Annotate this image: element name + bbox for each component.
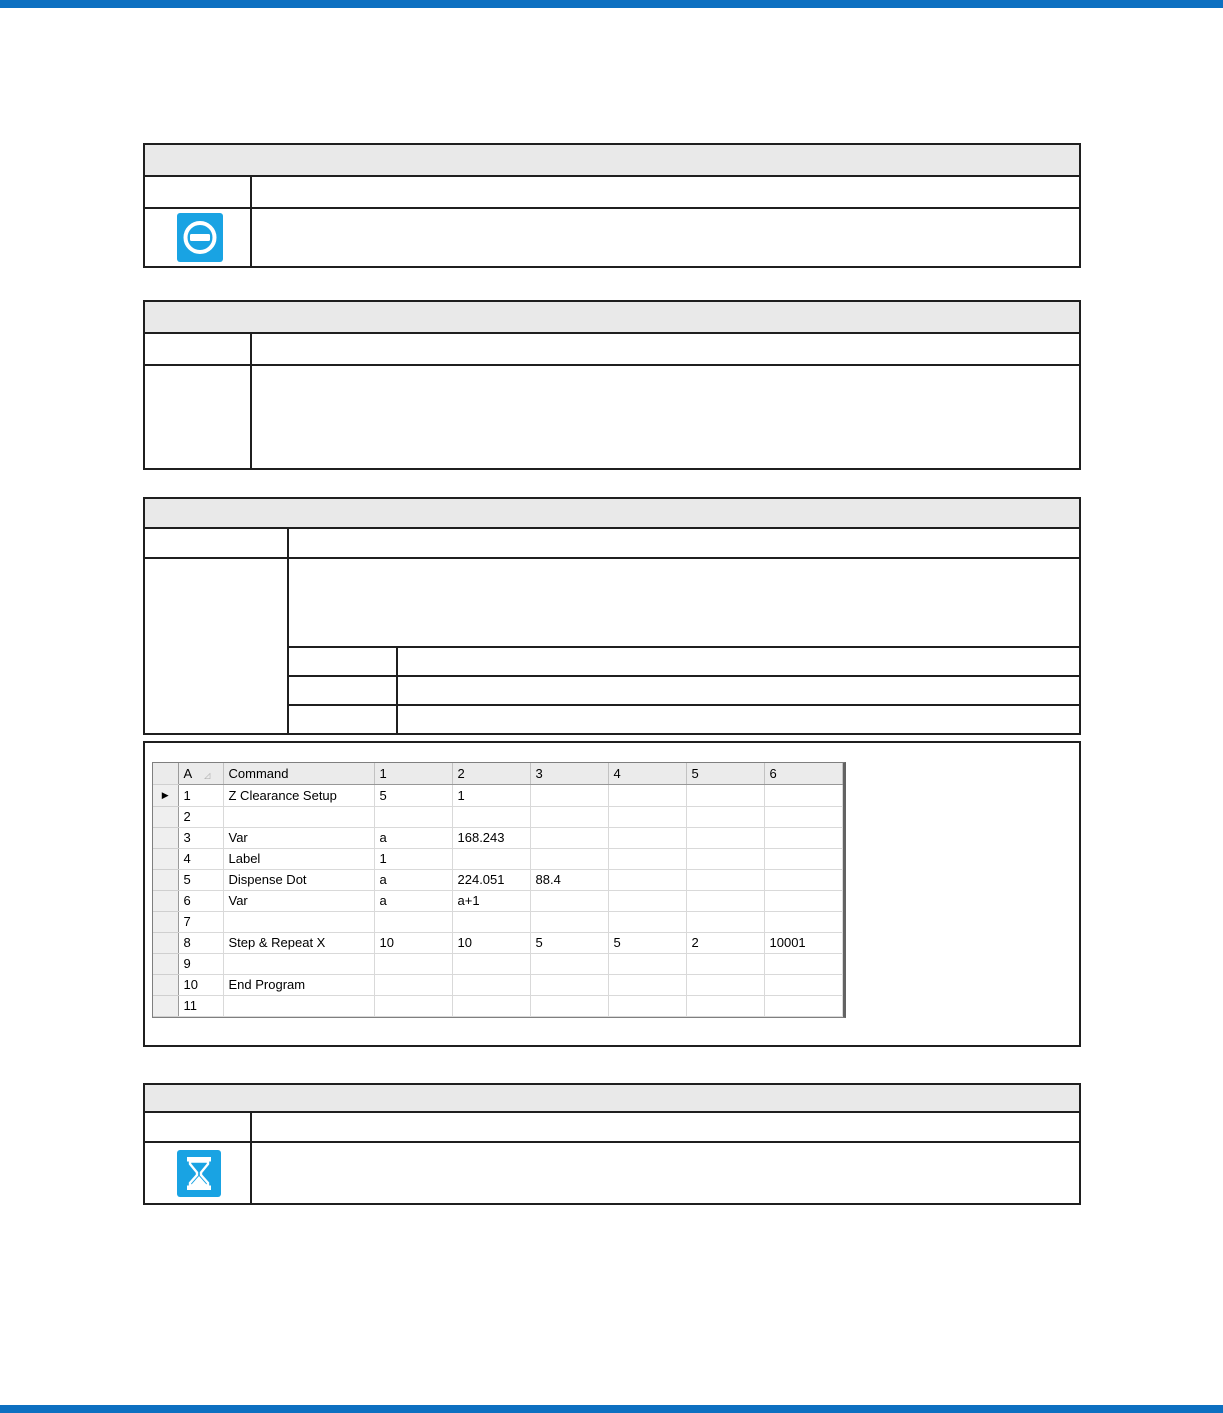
table4-header-band (145, 1085, 1079, 1113)
spreadsheet-cell: 1 (452, 784, 530, 806)
spreadsheet-cell (374, 806, 452, 827)
spreadsheet-cell: 168.243 (452, 827, 530, 848)
spreadsheet-header-row (153, 763, 842, 784)
row-number-cell: 11 (178, 995, 223, 1016)
row-selector-cell (153, 953, 178, 974)
table-cell (145, 1143, 252, 1203)
spreadsheet-cell: 5 (374, 784, 452, 806)
spreadsheet-column-header: 4 (608, 763, 686, 784)
spreadsheet-cell (764, 911, 842, 932)
spreadsheet-cell (686, 953, 764, 974)
spreadsheet-cell (530, 784, 608, 806)
row-selector-cell (153, 890, 178, 911)
spreadsheet-cell: Dispense Dot (223, 869, 374, 890)
table-row (145, 529, 1079, 559)
row-number-cell: 7 (178, 911, 223, 932)
spreadsheet-cell: Var (223, 827, 374, 848)
spreadsheet-cell (530, 995, 608, 1016)
info-table-4 (143, 1083, 1081, 1205)
row-selector-cell (153, 827, 178, 848)
spreadsheet-cell (530, 827, 608, 848)
table-sub-row (289, 704, 1079, 733)
spreadsheet-cell (374, 995, 452, 1016)
table-cell (398, 648, 1079, 675)
table-cell (252, 334, 1079, 364)
spreadsheet-cell (608, 974, 686, 995)
spreadsheet-cell: 1 (374, 848, 452, 869)
row-number-cell: 9 (178, 953, 223, 974)
spreadsheet-cell (608, 806, 686, 827)
row-number-cell: 6 (178, 890, 223, 911)
spreadsheet-cell (686, 890, 764, 911)
spreadsheet-row (153, 848, 842, 869)
info-table-3 (143, 497, 1081, 735)
table-cell (145, 334, 252, 364)
spreadsheet-cell (452, 848, 530, 869)
spreadsheet-cell (686, 806, 764, 827)
spreadsheet-cell (686, 911, 764, 932)
spreadsheet-column-header: A ◿ (178, 763, 223, 784)
spreadsheet-cell (223, 995, 374, 1016)
row-number-cell: 2 (178, 806, 223, 827)
row-selector-cell (153, 806, 178, 827)
table-sub-row (289, 646, 1079, 675)
spreadsheet-cell: Z Clearance Setup (223, 784, 374, 806)
table-cell (398, 677, 1079, 704)
table-cell (145, 559, 289, 733)
spreadsheet-cell: 88.4 (530, 869, 608, 890)
spreadsheet-cell (374, 953, 452, 974)
table3-header-band (145, 499, 1079, 529)
spreadsheet-cell: End Program (223, 974, 374, 995)
spreadsheet-cell (764, 890, 842, 911)
spreadsheet-cell (452, 806, 530, 827)
spreadsheet-cell (686, 974, 764, 995)
hourglass-icon (177, 1150, 221, 1197)
spreadsheet-cell (452, 974, 530, 995)
spreadsheet-cell (686, 869, 764, 890)
spreadsheet-row (153, 974, 842, 995)
spreadsheet-cell (452, 995, 530, 1016)
spreadsheet-row (153, 932, 842, 953)
spreadsheet-cell: 2 (686, 932, 764, 953)
table-sub-row (289, 675, 1079, 704)
table-row (145, 559, 1079, 733)
row-number-cell: 10 (178, 974, 223, 995)
row-number-cell: 3 (178, 827, 223, 848)
table-row (145, 209, 1079, 266)
row-selector-cell (153, 974, 178, 995)
row-number-cell: 4 (178, 848, 223, 869)
spreadsheet-cell (608, 848, 686, 869)
spreadsheet-cell (223, 953, 374, 974)
minus-circle-icon (177, 213, 223, 262)
spreadsheet-cell: Step & Repeat X (223, 932, 374, 953)
table-row (145, 1143, 1079, 1203)
spreadsheet-cell (686, 848, 764, 869)
spreadsheet-cell (764, 827, 842, 848)
table-cell (252, 366, 1079, 468)
table-cell (289, 559, 1079, 646)
spreadsheet-cell: a+1 (452, 890, 530, 911)
row-selector-cell (153, 784, 178, 806)
spreadsheet-column-header: 3 (530, 763, 608, 784)
table-cell (252, 209, 1079, 266)
spreadsheet-cell (608, 911, 686, 932)
spreadsheet-cell: 10 (374, 932, 452, 953)
spreadsheet-cell: a (374, 890, 452, 911)
spreadsheet-cell (608, 995, 686, 1016)
spreadsheet-column-header: 1 (374, 763, 452, 784)
spreadsheet-cell: Label (223, 848, 374, 869)
nested-cell-group (289, 559, 1079, 733)
table-row (145, 1113, 1079, 1143)
row-number-cell: 5 (178, 869, 223, 890)
info-table-2 (143, 300, 1081, 470)
spreadsheet-cell (764, 974, 842, 995)
spreadsheet-grid (153, 763, 843, 1017)
table-cell (145, 366, 252, 468)
spreadsheet-row (153, 911, 842, 932)
spreadsheet-column-header: 6 (764, 763, 842, 784)
row-selector-cell (153, 869, 178, 890)
spreadsheet-cell: 10 (452, 932, 530, 953)
spreadsheet-cell (686, 995, 764, 1016)
spreadsheet-cell (608, 827, 686, 848)
spreadsheet-column-header: 5 (686, 763, 764, 784)
spreadsheet-cell: 224.051 (452, 869, 530, 890)
info-table-1 (143, 143, 1081, 268)
table-cell (289, 648, 398, 675)
table1-header-band (145, 145, 1079, 177)
table-cell (289, 529, 1079, 557)
row-selector-cell (153, 932, 178, 953)
spreadsheet-row (153, 890, 842, 911)
spreadsheet-cell (764, 806, 842, 827)
table-cell (145, 209, 252, 266)
spreadsheet-cell (764, 848, 842, 869)
spreadsheet-cell (374, 911, 452, 932)
spreadsheet-cell (764, 784, 842, 806)
spreadsheet-row (153, 827, 842, 848)
spreadsheet-cell (452, 953, 530, 974)
spreadsheet-cell: 5 (530, 932, 608, 953)
spreadsheet-figure-frame (143, 741, 1081, 1047)
spreadsheet-cell (686, 827, 764, 848)
spreadsheet-cell (764, 995, 842, 1016)
spreadsheet-cell: Var (223, 890, 374, 911)
spreadsheet-row (153, 784, 842, 806)
spreadsheet-cell: a (374, 827, 452, 848)
sort-indicator-icon: ◿ (204, 770, 211, 780)
table-cell (145, 529, 289, 557)
spreadsheet-cell (608, 784, 686, 806)
spreadsheet-column-header: 2 (452, 763, 530, 784)
spreadsheet-cell (452, 911, 530, 932)
spreadsheet-cell: 5 (608, 932, 686, 953)
row-selector-cell (153, 995, 178, 1016)
spreadsheet-cell (764, 953, 842, 974)
spreadsheet-column-header: Command (223, 763, 374, 784)
spreadsheet-cell (764, 869, 842, 890)
table-cell (398, 706, 1079, 733)
table-cell (252, 1113, 1079, 1141)
spreadsheet-cell (530, 953, 608, 974)
spreadsheet-cell (608, 890, 686, 911)
spreadsheet-row (153, 995, 842, 1016)
spreadsheet-row (153, 953, 842, 974)
row-selector-cell (153, 911, 178, 932)
row-number-cell: 8 (178, 932, 223, 953)
table-cell (252, 1143, 1079, 1203)
spreadsheet-cell (223, 911, 374, 932)
bottom-accent-rule (0, 1405, 1223, 1413)
spreadsheet-row (153, 869, 842, 890)
spreadsheet-cell (223, 806, 374, 827)
spreadsheet-cell (530, 974, 608, 995)
spreadsheet-cell (374, 974, 452, 995)
row-selector-cell (153, 848, 178, 869)
spreadsheet-cell: a (374, 869, 452, 890)
table-row (145, 177, 1079, 209)
spreadsheet-row (153, 806, 842, 827)
spreadsheet-cell (530, 848, 608, 869)
table-row (145, 366, 1079, 468)
spreadsheet-cell (530, 890, 608, 911)
table-cell (289, 677, 398, 704)
current-row-marker: ▶ (161, 789, 169, 800)
table-cell (145, 177, 252, 207)
top-accent-rule (0, 0, 1223, 8)
spreadsheet-cell: 10001 (764, 932, 842, 953)
spreadsheet (152, 762, 846, 1018)
table-cell (145, 1113, 252, 1141)
spreadsheet-cell (686, 784, 764, 806)
spreadsheet-cell (608, 869, 686, 890)
table-row (145, 334, 1079, 366)
row-number-cell: 1 (178, 784, 223, 806)
table-cell (289, 706, 398, 733)
spreadsheet-cell (530, 806, 608, 827)
spreadsheet-cell (530, 911, 608, 932)
table-cell (252, 177, 1079, 207)
spreadsheet-column-header (153, 763, 178, 784)
spreadsheet-cell (608, 953, 686, 974)
table2-header-band (145, 302, 1079, 334)
